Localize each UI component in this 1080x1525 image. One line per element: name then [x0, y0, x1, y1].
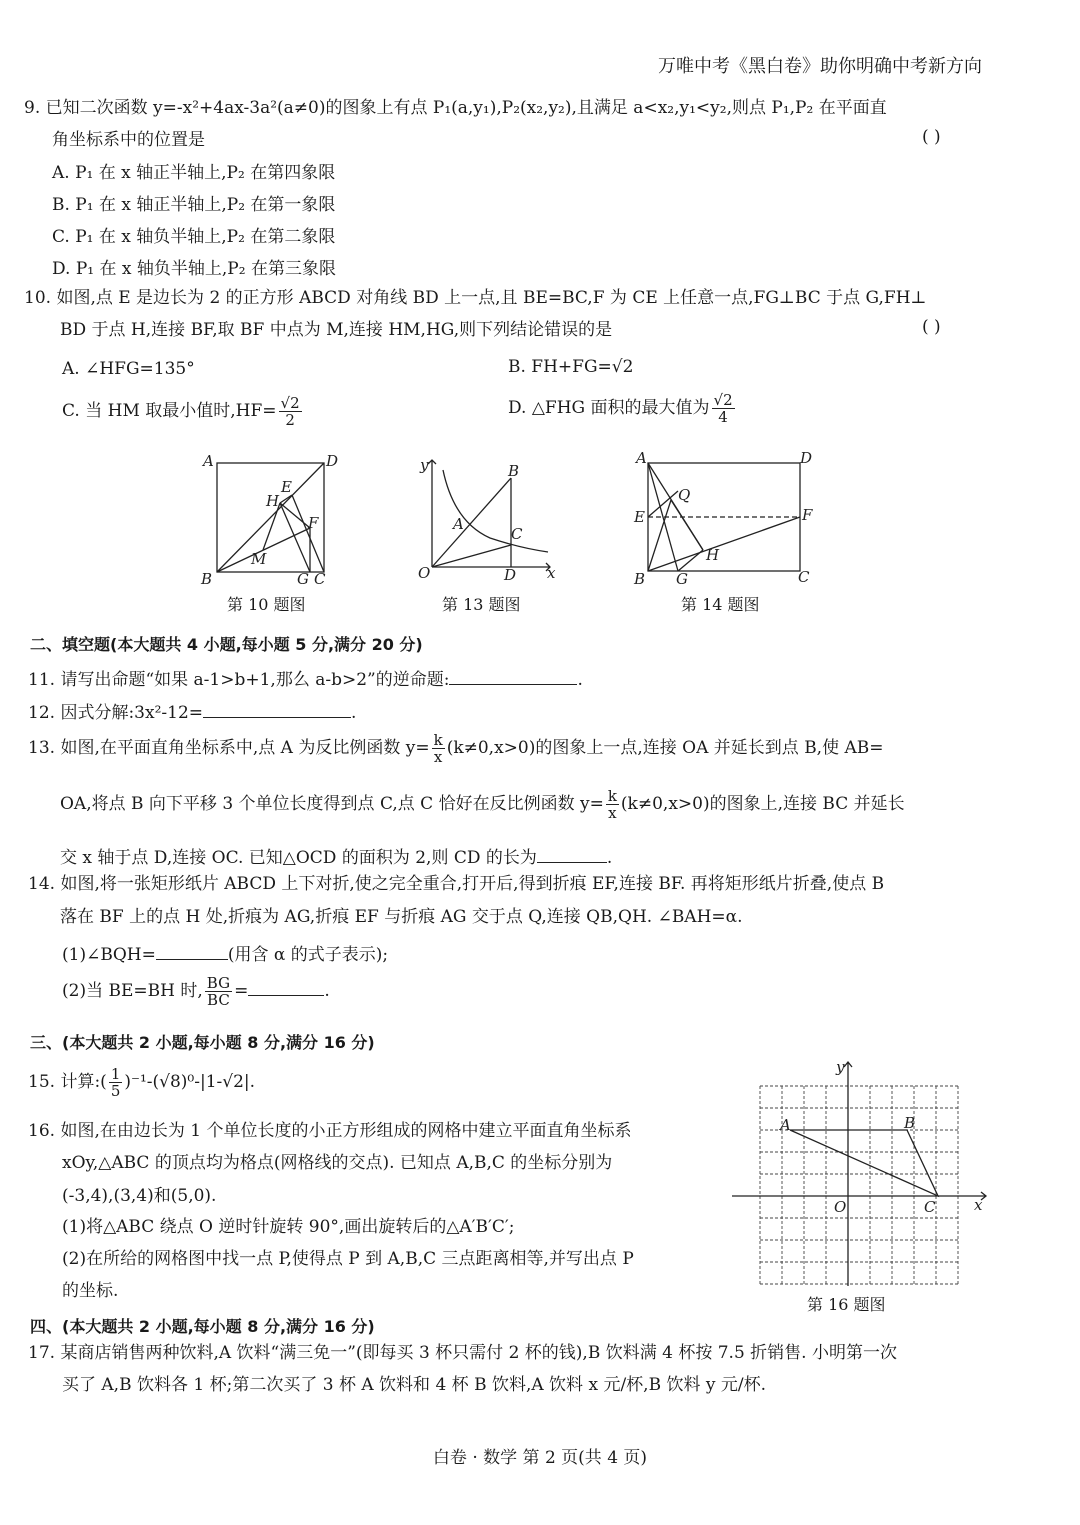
segment-hg [280, 503, 310, 572]
triangle-abc [790, 1130, 938, 1196]
q10-option-d-text: D. △FHG 面积的最大值为 [508, 398, 710, 418]
figure-10-caption: 第 10 题图 [227, 595, 306, 614]
fig14-label-c: C [798, 568, 810, 586]
fig14-label-f: F [802, 506, 813, 524]
q14-part2-pre: (2)当 BE=BH 时, [62, 981, 203, 1001]
figure-10-diagram [195, 448, 345, 593]
figure-16-grid [728, 1054, 994, 1290]
section-3-title: 三、(本大题共 2 小题,每小题 8 分,满分 16 分) [30, 1033, 375, 1052]
fig14-label-q: Q [678, 486, 691, 504]
section-2-title: 二、填空题(本大题共 4 小题,每小题 5 分,满分 20 分) [30, 635, 423, 654]
figure-13-caption: 第 13 题图 [442, 595, 521, 614]
q10-option-a: A. ∠HFG=135° [62, 359, 195, 379]
fraction-numerator: √2 [713, 391, 733, 409]
q13-line1-post: (k≠0,x>0)的图象上一点,连接 OA 并延长到点 B,使 AB= [446, 738, 884, 758]
q10-option-c [62, 395, 304, 428]
fig10-label-a: A [203, 452, 214, 470]
q14-part1-pre: (1)∠BQH= [62, 945, 156, 965]
q10-stem-line2: BD 于点 H,连接 BF,取 BF 中点为 M,连接 HM,HG,则下列结论错误的是 [60, 320, 613, 340]
fig10-label-b: B [201, 570, 213, 588]
fig10-label-c: C [314, 570, 326, 588]
q9-answer-paren: ( ) [922, 127, 941, 147]
fig13-label-y: y [420, 456, 429, 474]
segment-oc [432, 545, 511, 567]
fig13-label-x: x [547, 564, 556, 582]
section-4-title: 四、(本大题共 2 小题,每小题 8 分,满分 16 分) [30, 1317, 375, 1336]
fraction-denominator: BC [207, 991, 230, 1009]
q17-line1: 17. 某商店销售两种饮料,A 饮料“满三免一”(即每买 3 杯只需付 2 杯的钱),B 饮料满 4 杯按 7.5 折销售. 小明第一次 [28, 1343, 897, 1363]
q12-end: . [351, 703, 357, 723]
q10-option-b: B. FH+FG=√2 [508, 357, 634, 377]
q14-part2-fraction [205, 975, 232, 1008]
q17-line2: 买了 A,B 饮料各 1 杯;第二次买了 3 杯 A 饮料和 4 杯 B 饮料,A 饮料 x 元/杯,B 饮料 y 元/杯. [62, 1375, 767, 1395]
q9-option-a: A. P₁ 在 x 轴正半轴上,P₂ 在第四象限 [52, 163, 336, 183]
fig13-label-c: C [511, 525, 523, 543]
q10-option-c-fraction [279, 395, 302, 428]
fig14-label-b: B [634, 570, 646, 588]
q13-line1 [28, 732, 884, 765]
fig13-label-o: O [418, 564, 431, 582]
fig10-label-e: E [281, 478, 292, 496]
segment-ob [432, 478, 511, 567]
figure-14-caption: 第 14 题图 [681, 595, 760, 614]
fig10-label-m: M [251, 550, 267, 568]
q10-option-c-text: C. 当 HM 取最小值时,HF= [62, 401, 277, 421]
q12-text: 12. 因式分解:3x²-12= [28, 703, 204, 723]
inverse-function-curve [443, 470, 548, 552]
fig14-label-h: H [706, 546, 720, 564]
fraction-denominator: x [433, 748, 443, 766]
fig13-label-a: A [453, 515, 464, 533]
q12-answer-blank[interactable] [203, 701, 351, 718]
q16-line4: (1)将△ABC 绕点 O 逆时针旋转 90°,画出旋转后的△A′B′C′; [62, 1217, 515, 1237]
q14-part2-equals: = [234, 981, 249, 1001]
q11-end: . [577, 670, 583, 690]
fraction-numerator: 1 [110, 1065, 121, 1083]
fig16-label-c: C [924, 1198, 936, 1216]
q9-stem-line1: 9. 已知二次函数 y=-x²+4ax-3a²(a≠0)的图象上有点 P₁(a,y₁),P₂(x₂,y₂),且满足 a<x₂,y₁<y₂,则点 P₁,P₂ 在平面直 [24, 98, 887, 118]
figure-14-diagram [628, 448, 818, 593]
fraction-numerator: BG [206, 974, 231, 992]
segment-ce [292, 495, 324, 572]
fig10-label-d: D [326, 452, 339, 470]
fig16-label-a: A [780, 1116, 791, 1134]
q15-pre: 15. 计算:( [28, 1072, 107, 1092]
question-11 [28, 665, 583, 690]
q14-part1-blank[interactable] [156, 943, 228, 960]
segment-qh [671, 500, 703, 550]
q10-stem-line1: 10. 如图,点 E 是边长为 2 的正方形 ABCD 对角线 BD 上一点,且 BE=BC,F 为 CE 上任意一点,FG⊥BC 于点 G,FH⊥ [24, 288, 927, 308]
q14-line1: 14. 如图,将一张矩形纸片 ABCD 上下对折,使之完全重合,打开后,得到折痕 EF,连接 BF. 再将矩形纸片折叠,使点 B [28, 874, 885, 894]
fig13-label-b: B [508, 462, 520, 480]
fig14-label-a: A [636, 449, 647, 467]
q13-line3-text: 交 x 轴于点 D,连接 OC. 已知△OCD 的面积为 2,则 CD 的长为 [60, 848, 537, 868]
q16-line3: (-3,4),(3,4)和(5,0). [62, 1186, 217, 1206]
page-header: 万唯中考《黑白卷》助你明确中考新方向 [658, 56, 982, 77]
fraction-numerator: k [433, 731, 443, 749]
q15-fraction [109, 1066, 123, 1099]
figure-13-diagram [410, 452, 560, 592]
fig10-label-g: G [297, 570, 309, 588]
q14-part1-post: (用含 α 的式子表示); [227, 945, 389, 965]
q14-end: . [324, 981, 330, 1001]
fig16-label-o: O [834, 1198, 847, 1216]
q15-post: )⁻¹-(√8)⁰-|1-√2|. [124, 1072, 256, 1092]
q14-part1 [62, 940, 388, 965]
question-15 [28, 1066, 255, 1099]
fig14-label-e: E [634, 508, 645, 526]
fig13-label-d: D [504, 566, 517, 584]
q13-line2 [60, 788, 905, 821]
fig14-label-d: D [800, 449, 813, 467]
fraction-numerator: √2 [280, 394, 300, 412]
q10-option-d [508, 392, 737, 425]
fig14-label-g: G [676, 570, 688, 588]
fraction-denominator: x [608, 804, 617, 822]
fraction-denominator: 2 [285, 411, 295, 429]
fraction-numerator: k [607, 787, 617, 805]
q13-fraction-2 [606, 788, 619, 821]
q9-stem-line2: 角坐标系中的位置是 [52, 130, 205, 150]
q10-option-d-fraction [712, 392, 735, 425]
q11-text: 11. 请写出命题“如果 a-1>b+1,那么 a-b>2”的逆命题: [28, 670, 450, 690]
q9-option-b: B. P₁ 在 x 轴正半轴上,P₂ 在第一象限 [52, 195, 336, 215]
page-footer: 白卷 · 数学 第 2 页(共 4 页) [432, 1448, 648, 1468]
figure-16-caption: 第 16 题图 [807, 1295, 886, 1314]
fig16-label-x: x [974, 1196, 983, 1214]
question-12 [28, 698, 356, 723]
q9-option-d: D. P₁ 在 x 轴负半轴上,P₂ 在第三象限 [52, 259, 336, 279]
q13-line3 [60, 843, 612, 868]
q16-line6: 的坐标. [62, 1281, 119, 1301]
q13-line2-pre: OA,将点 B 向下平移 3 个单位长度得到点 C,点 C 恰好在反比例函数 y= [60, 794, 604, 814]
q14-part2 [62, 975, 330, 1008]
q13-line1-pre: 13. 如图,在平面直角坐标系中,点 A 为反比例函数 y= [28, 738, 430, 758]
q14-part2-blank[interactable] [248, 979, 324, 996]
q16-line5: (2)在所给的网格图中找一点 P,使得点 P 到 A,B,C 三点距离相等,并写出点 P [62, 1249, 634, 1269]
q13-line2-post: (k≠0,x>0)的图象上,连接 BC 并延长 [620, 794, 905, 814]
fraction-denominator: 4 [718, 408, 728, 426]
fig10-label-f: F [308, 514, 319, 532]
q16-line2: xOy,△ABC 的顶点均为格点(网格线的交点). 已知点 A,B,C 的坐标分别为 [62, 1153, 613, 1173]
q13-answer-blank[interactable] [537, 846, 607, 863]
q9-option-c: C. P₁ 在 x 轴负半轴上,P₂ 在第二象限 [52, 227, 336, 247]
q10-answer-paren: ( ) [922, 317, 941, 337]
fig16-label-b: B [904, 1114, 916, 1132]
segment-hf [280, 503, 310, 528]
q11-answer-blank[interactable] [449, 668, 577, 685]
segment-gh [678, 550, 703, 571]
q16-line1: 16. 如图,在由边长为 1 个单位长度的小正方形组成的网格中建立平面直角坐标系 [28, 1121, 632, 1141]
fraction-denominator: 5 [110, 1082, 121, 1100]
q13-end: . [606, 848, 613, 868]
fig10-label-h: H [266, 492, 280, 510]
q14-line2: 落在 BF 上的点 H 处,折痕为 AG,折痕 EF 与折痕 AG 交于点 Q,连接 QB,QH. ∠BAH=α. [60, 907, 743, 927]
q13-fraction-1 [432, 732, 445, 765]
fig16-label-y: y [836, 1058, 845, 1076]
